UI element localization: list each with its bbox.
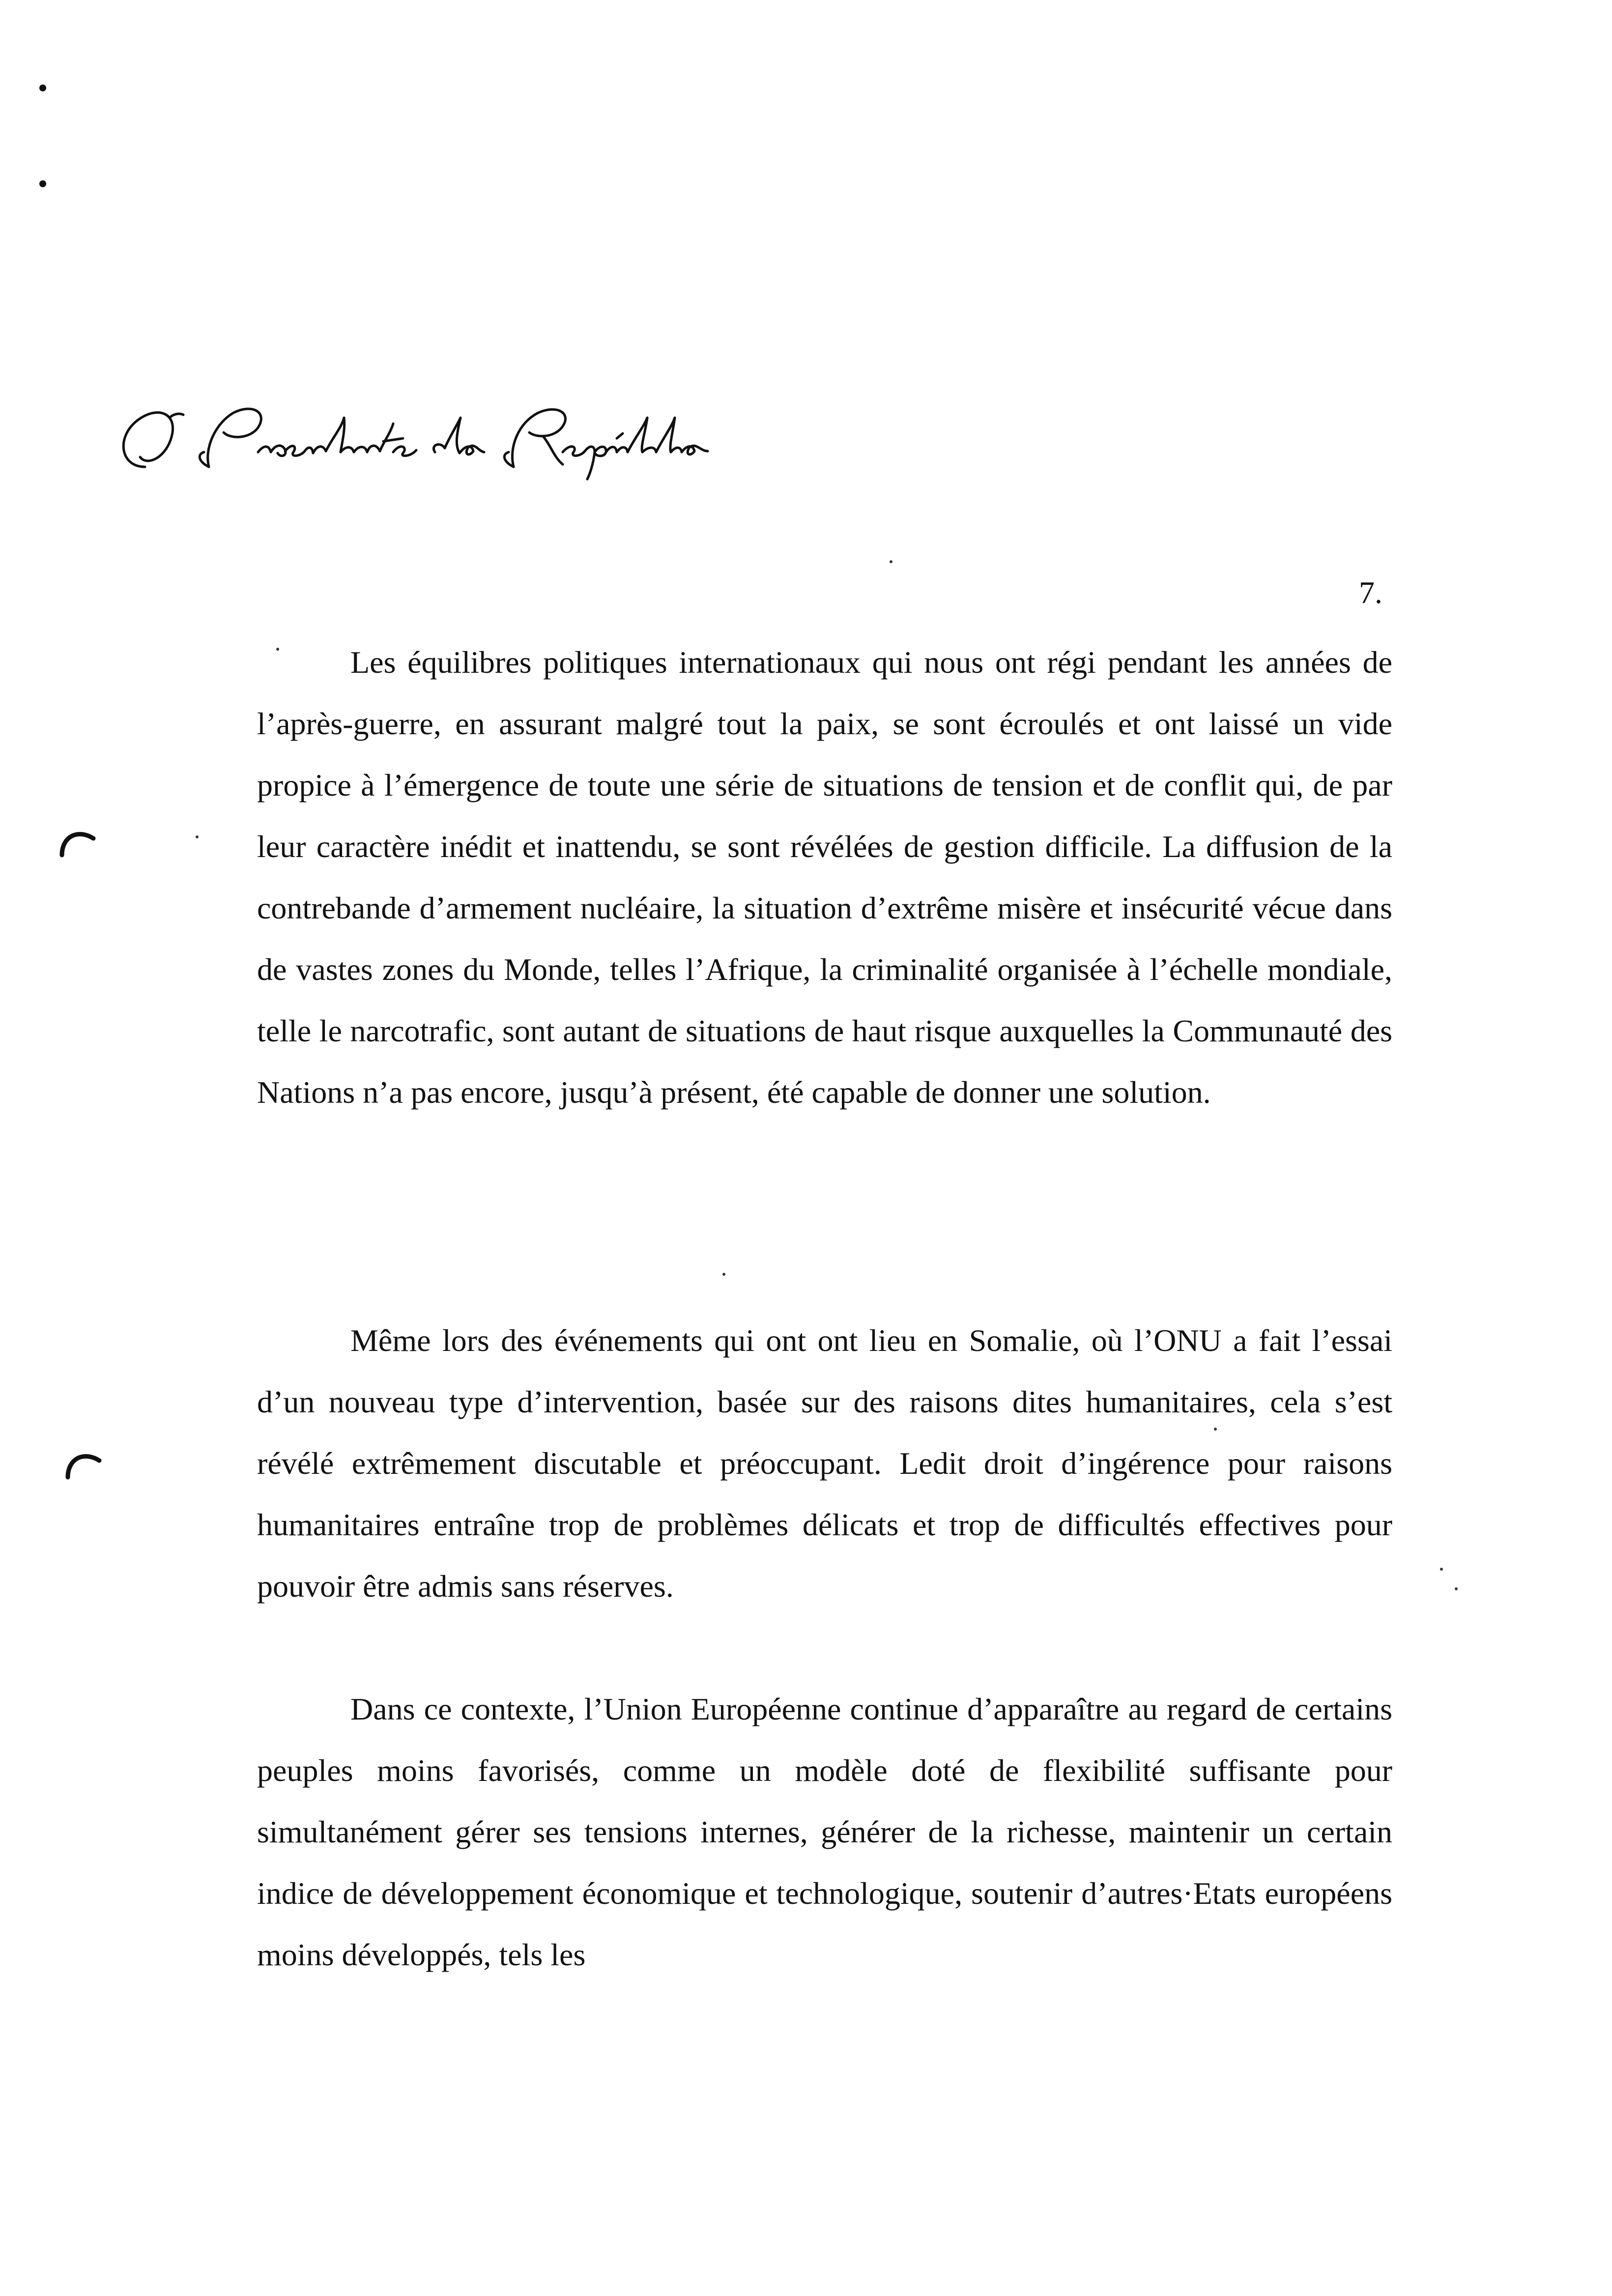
scan-speck <box>1440 1568 1443 1571</box>
paragraph-3-text: Dans ce contexte, l’Union Européenne continue d’apparaître au regard de certains peuples moins favorisés, comme un modèle doté de flexibilité suffisante pour simultanément gérer ses tensions internes, générer de la richesse, maintenir un certain indice de développement économique et technologique, soutenir d’autres·Etats européens moins développés, tels les <box>257 1692 1392 1972</box>
scan-speck <box>1455 1587 1458 1590</box>
paragraph-1 <box>257 631 1392 1123</box>
letterhead-script <box>111 383 715 482</box>
paragraph-2 <box>257 1310 1392 1617</box>
paragraph-3 <box>257 1678 1392 1985</box>
page-number: 7. <box>1359 575 1382 610</box>
punch-hole-mark <box>64 1444 103 1483</box>
punch-hole-mark <box>58 822 97 861</box>
scan-speck <box>196 835 199 838</box>
scan-speck <box>890 560 892 563</box>
paragraph-2-text: Même lors des événements qui ont ont lieu en Somalie, où l’ONU a fait l’essai d’un nouveau type d’intervention, basée sur des raisons dites humanitaires, cela s’est révélé extrêmement discutable et préoccupant. Ledit droit d’ingérence pour raisons humanitaires entraîne trop de problèmes délicats et trop de difficultés effectives pour pouvoir être admis sans réserves. <box>257 1323 1392 1604</box>
paragraph-1-text: Les équilibres politiques internationaux qui nous ont régi pendant les années de l’après-guerre, en assurant malgré tout la paix, se sont écroulés et ont laissé un vide propice à l’émergence de toute une série de situations de tension et de conflit qui, de par leur caractère inédit et inattendu, se sont révélées de gestion difficile. La diffusion de la contrebande d’armement nucléaire, la situation d’extrême misère et insécurité vécue dans de vastes zones du Monde, telles l’Afrique, la criminalité organisée à l’échelle mondiale, telle le narcotrafic, sont autant de situations de haut risque auxquelles la Communauté des Nations n’a pas encore, jusqu’à présent, été capable de donner une solution. <box>257 645 1392 1110</box>
scan-mark <box>39 180 46 187</box>
scan-speck <box>722 1273 725 1276</box>
scan-mark <box>39 85 46 91</box>
